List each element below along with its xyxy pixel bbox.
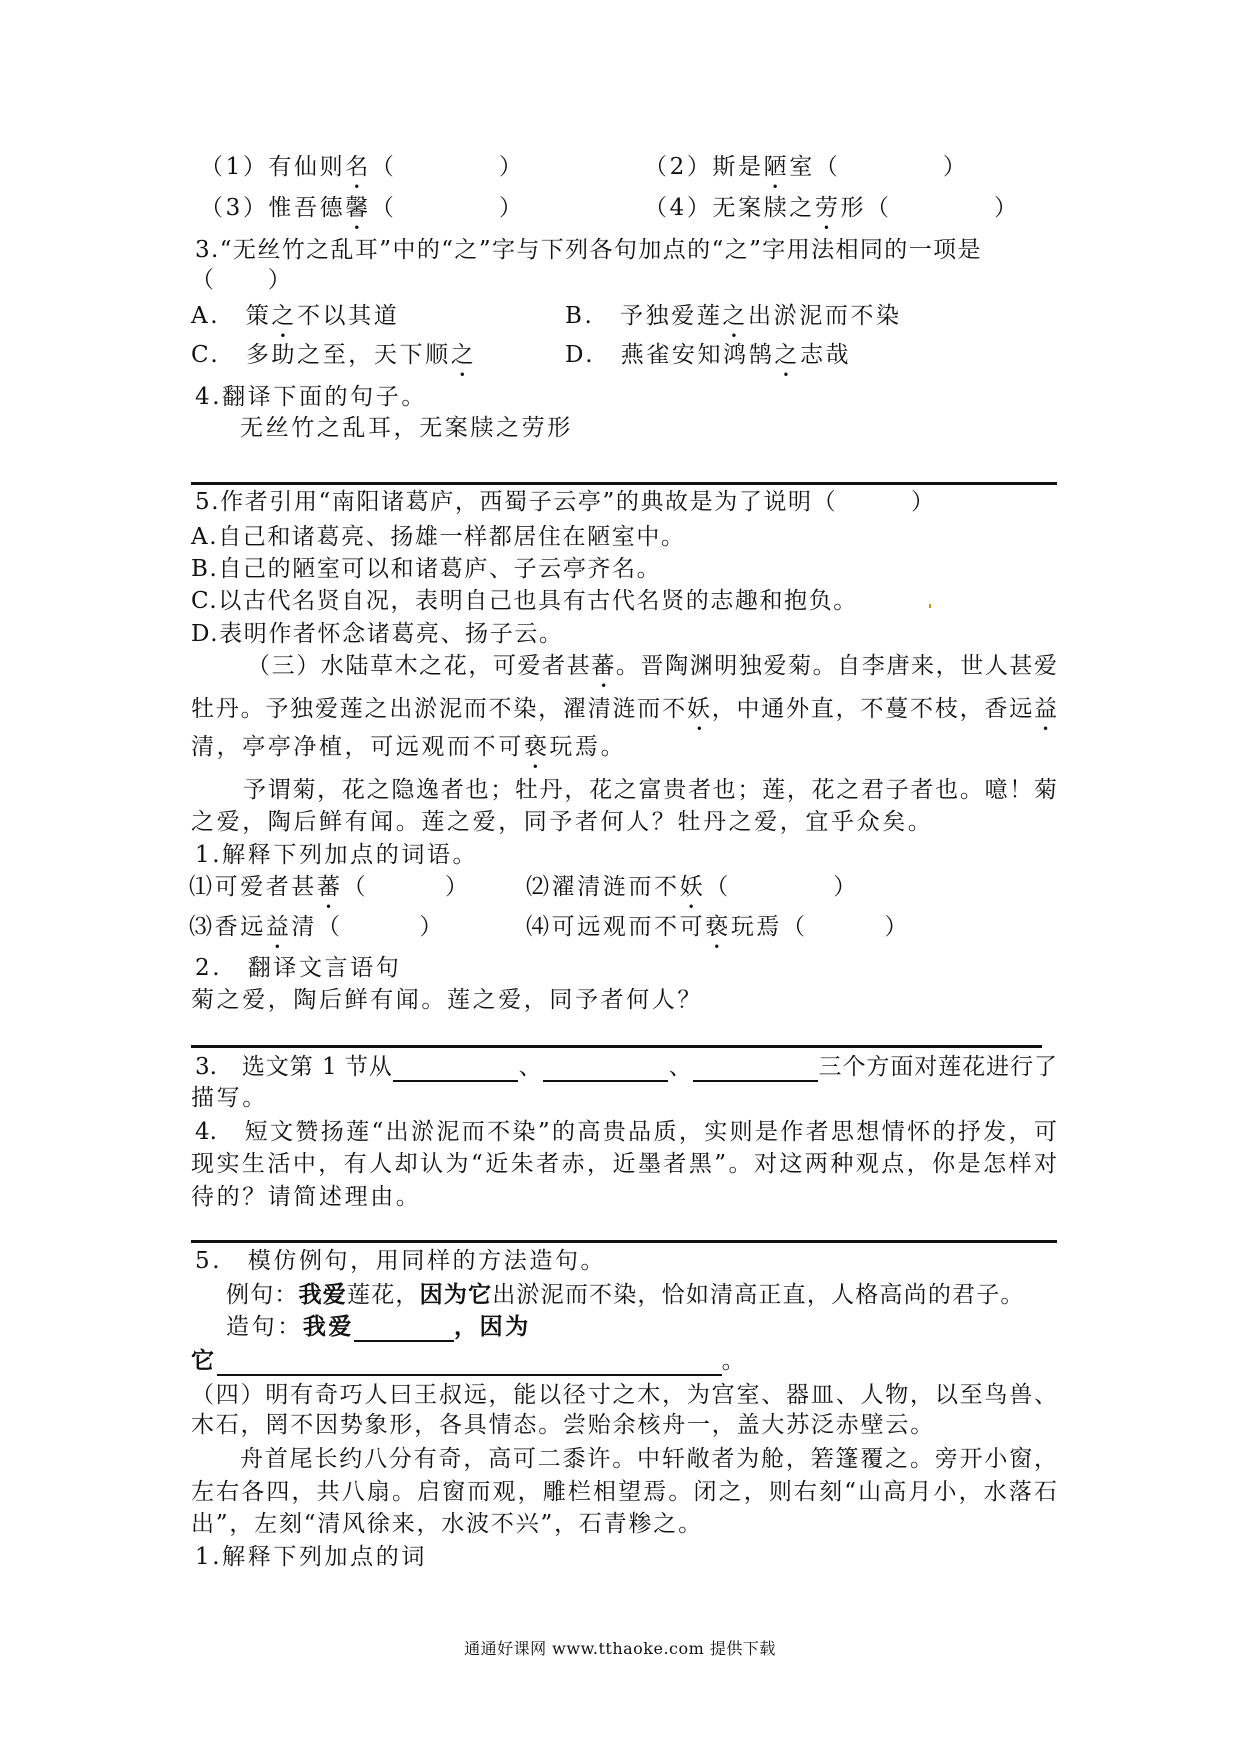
passage-3-line-2 bbox=[191, 694, 1057, 736]
emphasized-character: 亵 bbox=[523, 734, 550, 760]
text-segment: 5.作者引用“南阳诸葛庐，西蜀子云亭”的典故是为了说明（ ） bbox=[195, 489, 936, 515]
q5-option-b bbox=[191, 554, 661, 584]
q3-option-b bbox=[565, 301, 902, 343]
text-segment: （ ） bbox=[191, 267, 294, 293]
text-segment: 1.解释下列加点的词语。 bbox=[195, 842, 479, 868]
text-segment: （4）无案牍之 bbox=[644, 195, 815, 221]
passage-3-line-3 bbox=[191, 732, 626, 774]
text-segment: ⑴可爱者甚 bbox=[189, 874, 317, 900]
text-segment: （四）明有奇巧人曰王叔远，能以径寸之木，为宫室、器皿、人物，以至鸟兽、 bbox=[191, 1382, 1057, 1408]
emphasized-character: 之 bbox=[774, 342, 800, 368]
text-segment: ⑶香远 bbox=[189, 914, 266, 940]
passage-3-line-5 bbox=[191, 807, 933, 837]
s3-q1-item-2 bbox=[526, 872, 859, 914]
s3-question-3 bbox=[195, 1052, 1057, 1082]
text-segment: 清（ ） bbox=[291, 914, 446, 940]
text-segment: （3）惟吾德 bbox=[200, 195, 346, 221]
text-segment: 2. 翻译文言语句 bbox=[195, 955, 402, 981]
s3-q5-make-sentence-cont bbox=[191, 1346, 747, 1376]
s3-q5-make-sentence bbox=[226, 1312, 531, 1342]
emphasized-character: 陋 bbox=[763, 154, 790, 180]
q2-item-2 bbox=[644, 152, 968, 194]
s3-q1-item-3 bbox=[189, 912, 445, 954]
text-segment: （1）有仙则 bbox=[200, 154, 346, 180]
text-segment: 志哉 bbox=[799, 342, 852, 368]
text-segment: 3.“无丝竹之乱耳”中的“之”字与下列各句加点的“之”字用法相同的一项是 bbox=[195, 237, 982, 263]
passage-4-line-1 bbox=[191, 1380, 1057, 1410]
text-segment: 出淤泥而不染，恰如清高正直，人格高尚的君子。 bbox=[492, 1282, 1025, 1308]
s3-question-4-line-3 bbox=[191, 1182, 421, 1212]
text-segment: 莲花， bbox=[347, 1282, 420, 1308]
text-segment: ，中通外直，不蔓不枝，香远 bbox=[711, 696, 1035, 722]
question-4-sentence bbox=[240, 413, 573, 443]
bold-text: ，因为 bbox=[454, 1314, 531, 1340]
s4-question-1 bbox=[195, 1542, 427, 1572]
text-segment: 5. 模仿例句，用同样的方法造句。 bbox=[195, 1248, 607, 1274]
emphasized-character: 妖 bbox=[679, 874, 706, 900]
text-segment: 形（ ） bbox=[840, 195, 1020, 221]
text-segment: 无丝竹之乱耳，无案牍之劳形 bbox=[240, 415, 573, 441]
text-segment: 造句： bbox=[226, 1314, 303, 1340]
emphasized-character: 益 bbox=[265, 914, 292, 940]
emphasized-character: 蕃 bbox=[591, 653, 616, 679]
emphasized-character: 妖 bbox=[686, 696, 712, 722]
fill-in-blank[interactable] bbox=[693, 1056, 818, 1082]
text-segment: 左右各四，共八扇。启窗而观，雕栏相望焉。闭之，则右刻“山高月小，水落石 bbox=[191, 1479, 1057, 1505]
text-segment: （ ） bbox=[370, 195, 525, 221]
text-segment: B.自己的陋室可以和诸葛庐、子云亭齐名。 bbox=[191, 556, 662, 582]
answer-line bbox=[191, 482, 1057, 485]
passage-3-line-4 bbox=[243, 775, 1057, 805]
text-segment: 玩焉。 bbox=[549, 734, 627, 760]
s3-question-2 bbox=[195, 953, 401, 983]
s3-q1-item-1 bbox=[189, 872, 471, 914]
footer-credit: 通通好课网 www.tthaoke.com 提供下载 bbox=[464, 1639, 776, 1658]
s3-question-5 bbox=[195, 1246, 606, 1276]
q3-option-c bbox=[191, 340, 476, 382]
text-segment: 。晋陶渊明独爱菊。自李唐来，世人甚爱 bbox=[615, 653, 1057, 679]
text-segment: 菊之爱，陶后鲜有闻。莲之爱，同予者何人？ bbox=[191, 987, 703, 1013]
q2-item-1 bbox=[200, 152, 524, 194]
emphasized-character: 名 bbox=[345, 154, 371, 180]
q3-option-d bbox=[565, 340, 851, 382]
text-segment: ⑷可远观而不可 bbox=[526, 914, 706, 940]
question-3-answer-paren bbox=[191, 265, 293, 295]
text-segment: ⑵濯清涟而不 bbox=[526, 874, 680, 900]
text-segment: 描写。 bbox=[191, 1085, 268, 1111]
passage-3-line-1 bbox=[247, 651, 1057, 693]
text-segment: （ ） bbox=[705, 874, 859, 900]
text-segment: D.表明作者怀念诸葛亮、扬子云。 bbox=[191, 621, 564, 647]
text-segment: 现实生活中，有人却认为“近朱者赤，近墨者黑”。对这两种观点，你是怎样对 bbox=[191, 1151, 1057, 1177]
passage-4-line-4 bbox=[191, 1477, 1057, 1507]
s3-question-1 bbox=[195, 840, 478, 870]
text-segment: 、 bbox=[667, 1054, 693, 1080]
emphasized-character: 之 bbox=[450, 342, 477, 368]
text-segment: 不以其道 bbox=[296, 303, 400, 329]
text-segment: 4.翻译下面的句子。 bbox=[195, 384, 427, 410]
text-segment: 1.解释下列加点的词 bbox=[195, 1544, 427, 1570]
q5-option-a bbox=[191, 522, 686, 552]
text-segment: 。 bbox=[721, 1348, 748, 1374]
s3-question-4-line-1 bbox=[195, 1117, 1057, 1147]
emphasized-character: 之 bbox=[271, 303, 297, 329]
text-segment: D. 燕雀安知鸿鹄 bbox=[565, 342, 775, 368]
fill-in-blank[interactable] bbox=[217, 1350, 722, 1376]
text-segment: 牡丹。予独爱莲之出淤泥而不染，濯清涟而不 bbox=[191, 696, 687, 722]
s3-question-3-cont bbox=[191, 1083, 268, 1113]
text-segment: 3. 选文第 1 节从 bbox=[195, 1054, 393, 1080]
question-5 bbox=[195, 487, 936, 517]
emphasized-character: 蕃 bbox=[317, 874, 343, 900]
text-segment: 出淤泥而不染 bbox=[748, 303, 902, 329]
q2-item-4 bbox=[644, 193, 1020, 235]
text-segment: B. 予独爱莲 bbox=[565, 303, 723, 329]
text-segment: 三个方面对莲花进行了 bbox=[817, 1054, 1058, 1080]
emphasized-character: 馨 bbox=[345, 195, 371, 221]
bold-text: 它 bbox=[191, 1348, 217, 1374]
text-segment: 玩焉（ ） bbox=[730, 914, 911, 940]
text-segment: A. 策 bbox=[191, 303, 272, 329]
s3-question-2-sentence bbox=[191, 985, 703, 1015]
bold-text: 因为它 bbox=[419, 1282, 493, 1308]
emphasized-character: 之 bbox=[722, 303, 749, 329]
text-segment: （2）斯是 bbox=[644, 154, 764, 180]
q2-item-3 bbox=[200, 193, 524, 235]
passage-4-line-5 bbox=[191, 1509, 703, 1539]
text-segment: C. 多助之至，天下顺 bbox=[191, 342, 451, 368]
q5-option-c bbox=[191, 586, 858, 616]
text-segment: 、 bbox=[517, 1054, 543, 1080]
emphasized-character: 益 bbox=[1034, 696, 1058, 722]
answer-line bbox=[191, 1045, 1042, 1048]
s3-q1-item-4 bbox=[526, 912, 910, 954]
text-segment: 出”，左刻“清风徐来，水波不兴”，石青糁之。 bbox=[191, 1511, 703, 1537]
text-segment: 予谓菊，花之隐逸者也；牡丹，花之富贵者也；莲，花之君子者也。噫！菊 bbox=[243, 777, 1057, 803]
answer-line bbox=[191, 1240, 1057, 1243]
text-segment: 木石，罔不因势象形，各具情态。尝贻余核舟一，盖大苏泛赤壁云。 bbox=[191, 1412, 935, 1438]
text-segment: C.以古代名贤自况，表明自己也具有古代名贤的志趣和抱负。 bbox=[191, 588, 858, 614]
question-3 bbox=[195, 235, 982, 265]
text-segment: 之爱，陶后鲜有闻。莲之爱，同予者何人？牡丹之爱，宜乎众矣。 bbox=[191, 809, 934, 835]
text-segment: （ ） bbox=[370, 154, 525, 180]
emphasized-character: 亵 bbox=[705, 914, 731, 940]
question-4 bbox=[195, 382, 427, 412]
s3-q5-example bbox=[226, 1280, 1025, 1310]
text-segment: 室（ ） bbox=[789, 154, 969, 180]
text-segment: （三）水陆草木之花，可爱者甚 bbox=[247, 653, 592, 679]
s3-question-4-line-2 bbox=[191, 1149, 1057, 1179]
q5-option-d bbox=[191, 619, 564, 649]
text-segment: A.自己和诸葛亮、扬雄一样都居住在陋室中。 bbox=[191, 524, 686, 550]
text-segment: 清，亭亭净植，可远观而不可 bbox=[191, 734, 524, 760]
fill-in-blank[interactable] bbox=[543, 1056, 668, 1082]
passage-4-line-2 bbox=[191, 1410, 935, 1440]
text-segment: 舟首尾长约八分有奇，高可二黍许。中轩敞者为舱，箬篷覆之。旁开小窗， bbox=[240, 1446, 1057, 1472]
emphasized-character: 劳 bbox=[814, 195, 841, 221]
q3-option-a bbox=[191, 301, 399, 343]
bold-text: 我爱 bbox=[302, 1314, 355, 1340]
scan-speck bbox=[929, 604, 931, 608]
fill-in-blank[interactable] bbox=[354, 1316, 454, 1342]
fill-in-blank[interactable] bbox=[393, 1056, 518, 1082]
text-segment: 待的？请简述理由。 bbox=[191, 1184, 422, 1210]
text-segment: 4. 短文赞扬莲“出淤泥而不染”的高贵品质，实则是作者思想情怀的抒发，可 bbox=[195, 1119, 1057, 1145]
text-segment: （ ） bbox=[342, 874, 471, 900]
passage-4-line-3 bbox=[240, 1444, 1057, 1474]
bold-text: 我爱 bbox=[298, 1282, 348, 1308]
text-segment: 例句： bbox=[226, 1282, 299, 1308]
